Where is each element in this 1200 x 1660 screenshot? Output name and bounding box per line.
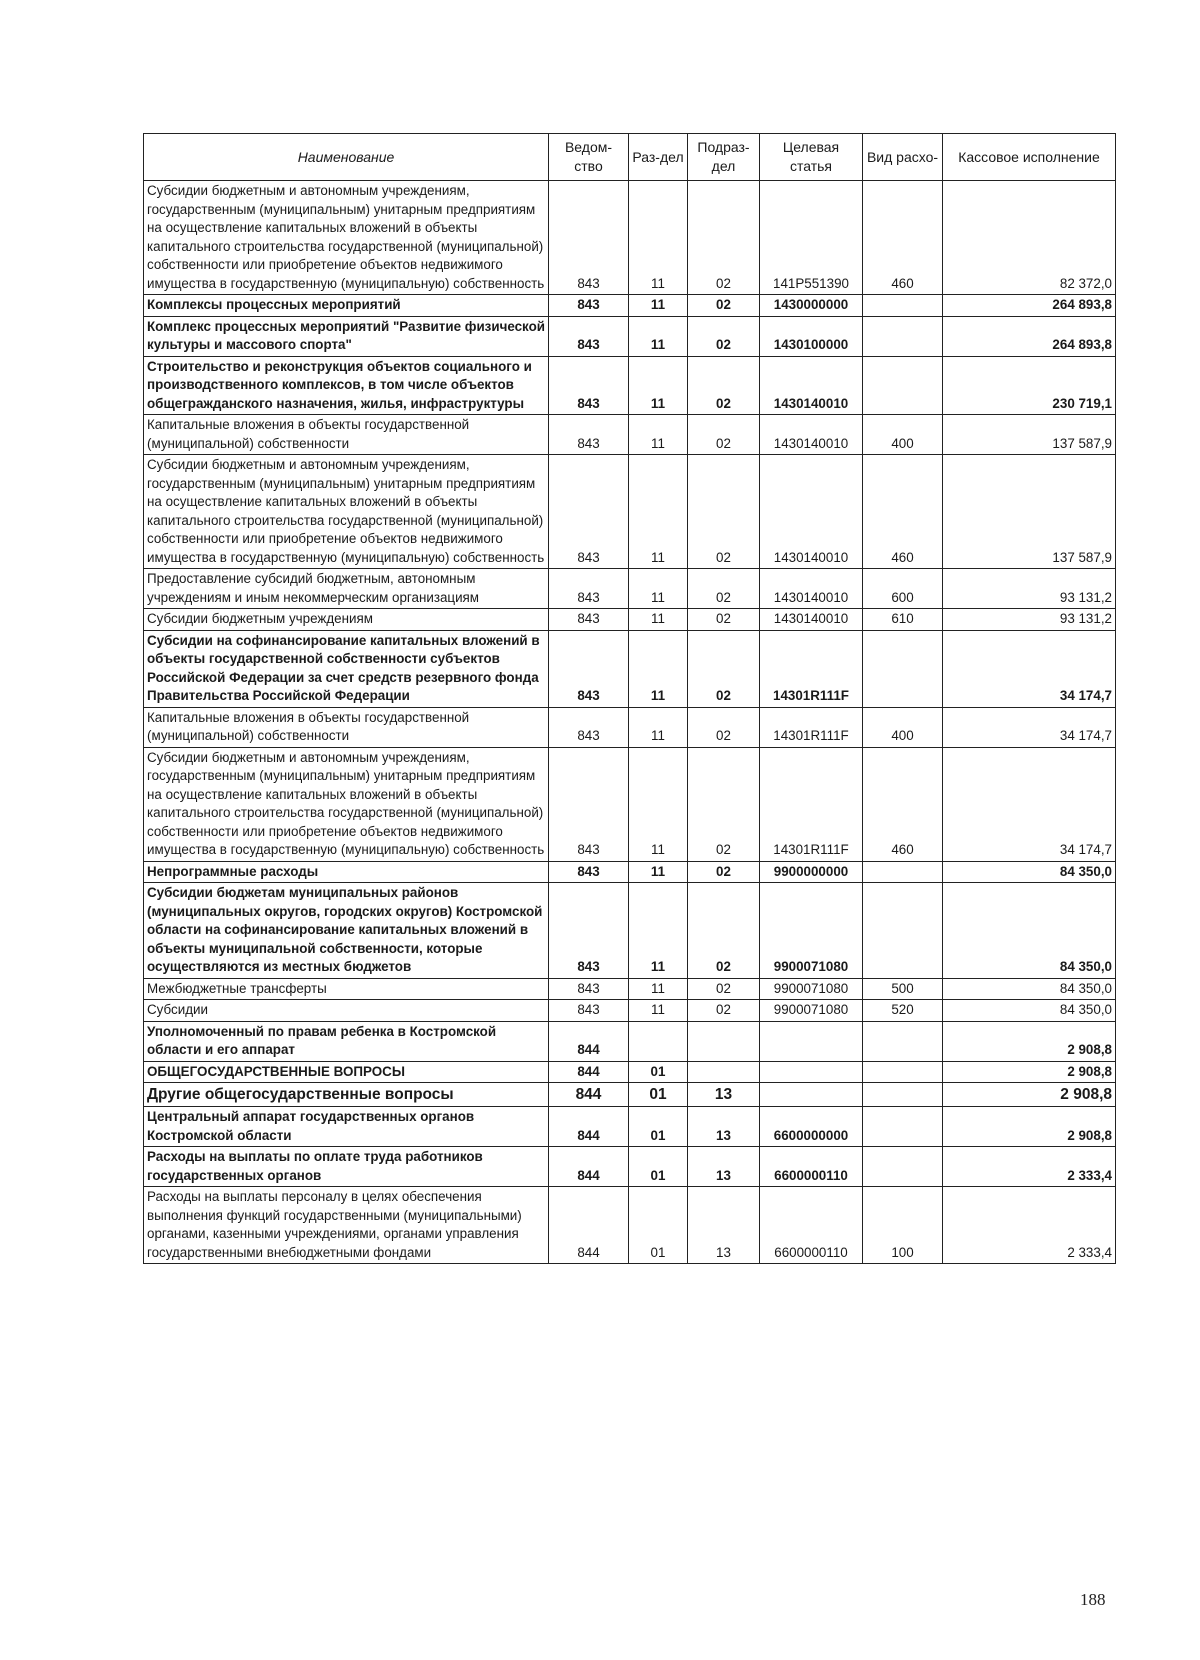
- table-row: [144, 1061, 1116, 1083]
- row-target-cell: 1430140010: [760, 455, 863, 569]
- row-exec-cell: 84 350,0: [943, 978, 1116, 1000]
- row-name-cell: Субсидии бюджетам муниципальных районов (муниципальных округов, городских округов) Костромской области на софинансирование капитальных вложений в объекты муниципальной собственности, которые осуществляются из местных бюджетов: [144, 883, 549, 979]
- row-subsection-cell: 02: [688, 1000, 760, 1022]
- row-dept-cell: 844: [549, 1187, 629, 1264]
- row-dept-cell: 843: [549, 569, 629, 609]
- table-row: [144, 181, 1116, 295]
- row-target-cell: 1430140010: [760, 356, 863, 415]
- row-section-cell: 11: [629, 569, 688, 609]
- row-dept-cell: 843: [549, 630, 629, 707]
- header-exec: Кассовое исполнение: [943, 134, 1116, 181]
- row-name-cell: Уполномоченный по правам ребенка в Костромской области и его аппарат: [144, 1021, 549, 1061]
- row-section-cell: 11: [629, 295, 688, 317]
- row-section-cell: 01: [629, 1187, 688, 1264]
- row-target-cell: 9900000000: [760, 861, 863, 883]
- row-section-cell: 11: [629, 978, 688, 1000]
- table-row: [144, 609, 1116, 631]
- row-exec-cell: 2 908,8: [943, 1021, 1116, 1061]
- row-dept-cell: 843: [549, 181, 629, 295]
- table-row: [144, 356, 1116, 415]
- row-target-cell: 14301R111F: [760, 630, 863, 707]
- row-dept-cell: 843: [549, 415, 629, 455]
- row-subsection-cell: 02: [688, 978, 760, 1000]
- row-dept-cell: 844: [549, 1083, 629, 1107]
- row-dept-cell: 843: [549, 356, 629, 415]
- row-name-cell: Субсидии бюджетным и автономным учреждениям, государственным (муниципальным) унитарным предприятиям на осуществление капитальных вложений в объекты капитального строительства государственной (муниципальной) собственности или приобретение объектов недвижимого имущества в государственную (муниципальную) собственность: [144, 747, 549, 861]
- row-section-cell: 11: [629, 415, 688, 455]
- row-target-cell: 1430140010: [760, 609, 863, 631]
- page-number: 188: [1080, 1590, 1106, 1609]
- row-subsection-cell: 02: [688, 455, 760, 569]
- row-section-cell: 11: [629, 747, 688, 861]
- row-section-cell: 11: [629, 861, 688, 883]
- row-exec-cell: 2 908,8: [943, 1083, 1116, 1107]
- row-dept-cell: 843: [549, 316, 629, 356]
- row-subsection-cell: [688, 1061, 760, 1083]
- table-row: [144, 861, 1116, 883]
- table-row: [144, 1083, 1116, 1107]
- row-subsection-cell: [688, 1021, 760, 1061]
- table-row: [144, 295, 1116, 317]
- row-exec-cell: 230 719,1: [943, 356, 1116, 415]
- row-subsection-cell: 02: [688, 181, 760, 295]
- row-name-cell: Центральный аппарат государственных органов Костромской области: [144, 1107, 549, 1147]
- row-kind-cell: 400: [863, 707, 943, 747]
- budget-table: [143, 133, 1116, 1264]
- table-row: [144, 455, 1116, 569]
- table-row: [144, 1107, 1116, 1147]
- row-subsection-cell: 02: [688, 630, 760, 707]
- row-target-cell: 141P551390: [760, 181, 863, 295]
- row-exec-cell: 2 908,8: [943, 1061, 1116, 1083]
- row-target-cell: 9900071080: [760, 883, 863, 979]
- row-exec-cell: 93 131,2: [943, 569, 1116, 609]
- header-name: Наименование: [144, 134, 549, 181]
- row-section-cell: 01: [629, 1107, 688, 1147]
- row-name-cell: Другие общегосударственные вопросы: [144, 1083, 549, 1107]
- row-section-cell: 11: [629, 707, 688, 747]
- row-kind-cell: [863, 883, 943, 979]
- row-kind-cell: [863, 1147, 943, 1187]
- row-exec-cell: 2 908,8: [943, 1107, 1116, 1147]
- row-kind-cell: 460: [863, 181, 943, 295]
- row-dept-cell: 844: [549, 1061, 629, 1083]
- row-target-cell: 9900071080: [760, 978, 863, 1000]
- row-exec-cell: 82 372,0: [943, 181, 1116, 295]
- row-kind-cell: [863, 295, 943, 317]
- row-subsection-cell: 02: [688, 707, 760, 747]
- row-name-cell: ОБЩЕГОСУДАРСТВЕННЫЕ ВОПРОСЫ: [144, 1061, 549, 1083]
- row-subsection-cell: 02: [688, 415, 760, 455]
- header-row: [144, 134, 1116, 181]
- header-target: Целевая статья: [760, 134, 863, 181]
- row-kind-cell: [863, 1021, 943, 1061]
- row-subsection-cell: 02: [688, 569, 760, 609]
- row-target-cell: 6600000110: [760, 1147, 863, 1187]
- row-kind-cell: 100: [863, 1187, 943, 1264]
- row-dept-cell: 844: [549, 1107, 629, 1147]
- row-target-cell: 14301R111F: [760, 707, 863, 747]
- row-kind-cell: [863, 316, 943, 356]
- row-dept-cell: 844: [549, 1021, 629, 1061]
- row-target-cell: 6600000000: [760, 1107, 863, 1147]
- row-subsection-cell: 02: [688, 316, 760, 356]
- row-target-cell: [760, 1061, 863, 1083]
- row-name-cell: Субсидии бюджетным и автономным учреждениям, государственным (муниципальным) унитарным предприятиям на осуществление капитальных вложений в объекты капитального строительства государственной (муниципальной) собственности или приобретение объектов недвижимого имущества в государственную (муниципальную) собственность: [144, 455, 549, 569]
- row-target-cell: [760, 1021, 863, 1061]
- row-exec-cell: 34 174,7: [943, 630, 1116, 707]
- table-row: [144, 415, 1116, 455]
- row-name-cell: Субсидии: [144, 1000, 549, 1022]
- row-exec-cell: 2 333,4: [943, 1147, 1116, 1187]
- table-row: [144, 569, 1116, 609]
- row-kind-cell: [863, 630, 943, 707]
- row-name-cell: Комплексы процессных мероприятий: [144, 295, 549, 317]
- row-kind-cell: 460: [863, 747, 943, 861]
- row-dept-cell: 843: [549, 861, 629, 883]
- row-subsection-cell: 02: [688, 883, 760, 979]
- row-section-cell: 01: [629, 1061, 688, 1083]
- row-dept-cell: 843: [549, 609, 629, 631]
- row-name-cell: Непрограммные расходы: [144, 861, 549, 883]
- row-exec-cell: 264 893,8: [943, 316, 1116, 356]
- row-exec-cell: 2 333,4: [943, 1187, 1116, 1264]
- row-dept-cell: 843: [549, 1000, 629, 1022]
- row-section-cell: [629, 1021, 688, 1061]
- header-section: Раз-дел: [629, 134, 688, 181]
- row-dept-cell: 843: [549, 707, 629, 747]
- row-name-cell: Расходы на выплаты персоналу в целях обеспечения выполнения функций государственными (муниципальными) органами, казенными учреждениями, органами управления государственными внебюджетными фондами: [144, 1187, 549, 1264]
- budget-sheet: [143, 133, 1115, 1264]
- row-target-cell: 14301R111F: [760, 747, 863, 861]
- table-row: [144, 1021, 1116, 1061]
- row-subsection-cell: 13: [688, 1083, 760, 1107]
- row-subsection-cell: 02: [688, 861, 760, 883]
- row-name-cell: Субсидии бюджетным и автономным учреждениям, государственным (муниципальным) унитарным предприятиям на осуществление капитальных вложений в объекты капитального строительства государственной (муниципальной) собственности или приобретение объектов недвижимого имущества в государственную (муниципальную) собственность: [144, 181, 549, 295]
- row-section-cell: 11: [629, 356, 688, 415]
- row-name-cell: Капитальные вложения в объекты государственной (муниципальной) собственности: [144, 707, 549, 747]
- row-kind-cell: 600: [863, 569, 943, 609]
- table-row: [144, 630, 1116, 707]
- row-kind-cell: [863, 1061, 943, 1083]
- table-row: [144, 316, 1116, 356]
- row-target-cell: 1430140010: [760, 569, 863, 609]
- row-subsection-cell: 02: [688, 747, 760, 861]
- row-section-cell: 11: [629, 1000, 688, 1022]
- table-row: [144, 1147, 1116, 1187]
- row-dept-cell: 843: [549, 295, 629, 317]
- row-kind-cell: [863, 356, 943, 415]
- row-kind-cell: 460: [863, 455, 943, 569]
- row-exec-cell: 137 587,9: [943, 415, 1116, 455]
- row-section-cell: 11: [629, 630, 688, 707]
- row-kind-cell: [863, 1083, 943, 1107]
- row-section-cell: 01: [629, 1147, 688, 1187]
- row-target-cell: 1430000000: [760, 295, 863, 317]
- row-exec-cell: 137 587,9: [943, 455, 1116, 569]
- row-exec-cell: 264 893,8: [943, 295, 1116, 317]
- row-name-cell: Субсидии бюджетным учреждениям: [144, 609, 549, 631]
- row-subsection-cell: 02: [688, 356, 760, 415]
- row-section-cell: 11: [629, 181, 688, 295]
- row-subsection-cell: 02: [688, 295, 760, 317]
- table-row: [144, 1000, 1116, 1022]
- row-kind-cell: [863, 861, 943, 883]
- row-dept-cell: 843: [549, 455, 629, 569]
- row-name-cell: Капитальные вложения в объекты государственной (муниципальной) собственности: [144, 415, 549, 455]
- row-dept-cell: 843: [549, 978, 629, 1000]
- table-row: [144, 707, 1116, 747]
- row-kind-cell: 400: [863, 415, 943, 455]
- row-section-cell: 11: [629, 455, 688, 569]
- row-target-cell: 1430140010: [760, 415, 863, 455]
- header-dept: Ведом-ство: [549, 134, 629, 181]
- table-row: [144, 747, 1116, 861]
- row-kind-cell: 500: [863, 978, 943, 1000]
- row-target-cell: 1430100000: [760, 316, 863, 356]
- row-exec-cell: 84 350,0: [943, 883, 1116, 979]
- row-name-cell: Строительство и реконструкция объектов социального и производственного комплексов, в том числе объектов общегражданского назначения, жилья, инфраструктуры: [144, 356, 549, 415]
- row-kind-cell: [863, 1107, 943, 1147]
- row-name-cell: Субсидии на софинансирование капитальных вложений в объекты государственной собственности субъектов Российской Федерации за счет средств резервного фонда Правительства Российской Федерации: [144, 630, 549, 707]
- row-section-cell: 01: [629, 1083, 688, 1107]
- row-target-cell: 9900071080: [760, 1000, 863, 1022]
- row-exec-cell: 84 350,0: [943, 1000, 1116, 1022]
- table-row: [144, 1187, 1116, 1264]
- table-body: [144, 181, 1116, 1264]
- row-target-cell: [760, 1083, 863, 1107]
- row-name-cell: Комплекс процессных мероприятий "Развитие физической культуры и массового спорта": [144, 316, 549, 356]
- row-name-cell: Расходы на выплаты по оплате труда работников государственных органов: [144, 1147, 549, 1187]
- table-row: [144, 978, 1116, 1000]
- row-name-cell: Межбюджетные трансферты: [144, 978, 549, 1000]
- row-exec-cell: 34 174,7: [943, 747, 1116, 861]
- row-subsection-cell: 13: [688, 1107, 760, 1147]
- row-target-cell: 6600000110: [760, 1187, 863, 1264]
- row-name-cell: Предоставление субсидий бюджетным, автономным учреждениям и иным некоммерческим организациям: [144, 569, 549, 609]
- row-subsection-cell: 13: [688, 1147, 760, 1187]
- row-kind-cell: 520: [863, 1000, 943, 1022]
- row-section-cell: 11: [629, 883, 688, 979]
- row-subsection-cell: 13: [688, 1187, 760, 1264]
- row-dept-cell: 844: [549, 1147, 629, 1187]
- row-dept-cell: 843: [549, 747, 629, 861]
- row-exec-cell: 93 131,2: [943, 609, 1116, 631]
- row-subsection-cell: 02: [688, 609, 760, 631]
- row-section-cell: 11: [629, 316, 688, 356]
- row-section-cell: 11: [629, 609, 688, 631]
- row-kind-cell: 610: [863, 609, 943, 631]
- header-subsection: Подраз-дел: [688, 134, 760, 181]
- header-kind: Вид расхо-: [863, 134, 943, 181]
- row-dept-cell: 843: [549, 883, 629, 979]
- row-exec-cell: 84 350,0: [943, 861, 1116, 883]
- row-exec-cell: 34 174,7: [943, 707, 1116, 747]
- table-row: [144, 883, 1116, 979]
